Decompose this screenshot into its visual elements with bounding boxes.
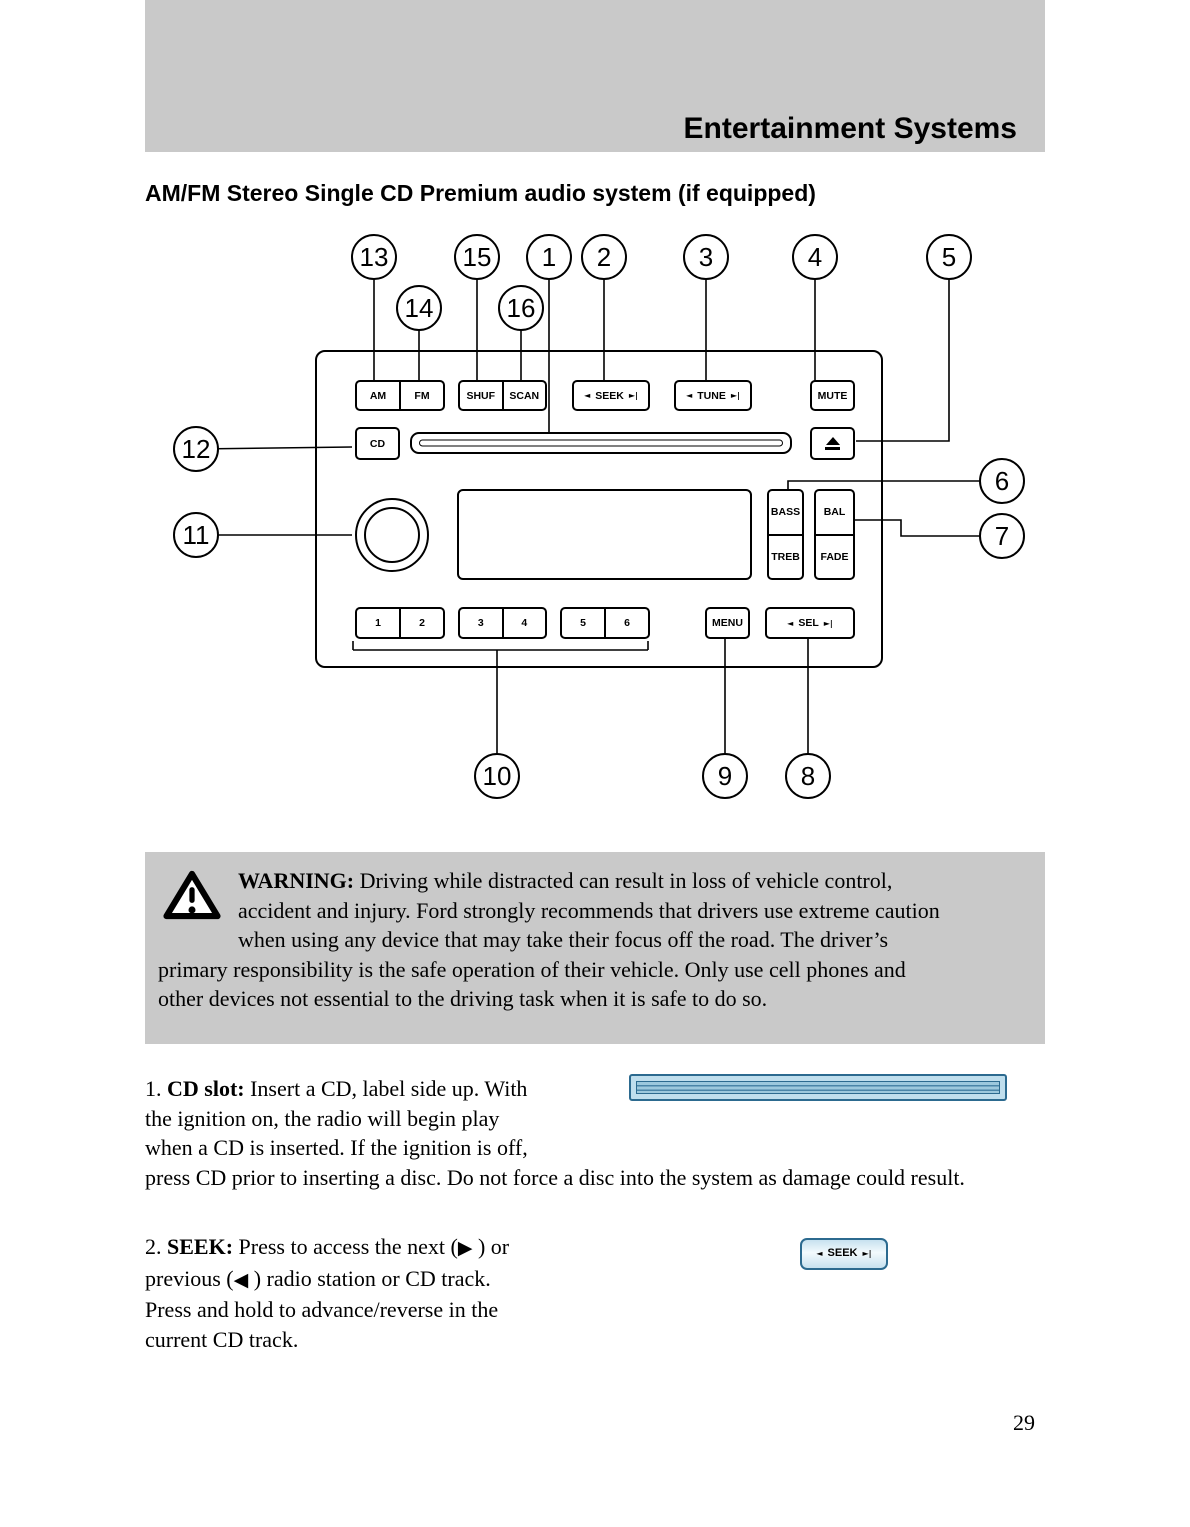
sel-button-label: SEL bbox=[798, 617, 819, 629]
preset-6-button: 6 bbox=[604, 609, 648, 637]
seek-rocker-button bbox=[572, 380, 650, 411]
item-1-text: Insert a CD, label side up. With the ignition on, the radio will begin play when a CD is inserted. If the ignition is off, press CD prior to inserting a disc. Do not force a disc into the system as damage could result. bbox=[145, 1076, 965, 1190]
preset-5-button: 5 bbox=[580, 617, 586, 629]
callout-6: 6 bbox=[979, 458, 1025, 504]
callout-1: 1 bbox=[526, 234, 572, 280]
callout-5: 5 bbox=[926, 234, 972, 280]
menu-button: MENU bbox=[705, 607, 750, 639]
item-2-text-middle: ) or previous ( bbox=[145, 1234, 510, 1291]
mute-button: MUTE bbox=[810, 380, 855, 411]
sel-right-arrow-icon: ►| bbox=[823, 618, 833, 628]
preset-4-button: 4 bbox=[502, 609, 546, 637]
seek-right-arrow-icon: ►| bbox=[628, 391, 638, 400]
bass-treb-button-group bbox=[767, 489, 804, 580]
callout-9: 9 bbox=[702, 753, 748, 799]
eject-button bbox=[810, 427, 855, 460]
callout-7: 7 bbox=[979, 513, 1025, 559]
item-1-label: CD slot: bbox=[167, 1076, 245, 1101]
amfm-button-group bbox=[355, 380, 445, 411]
callout-15: 15 bbox=[454, 234, 500, 280]
treb-button: TREB bbox=[769, 534, 802, 579]
warning-label: WARNING: bbox=[238, 868, 355, 893]
item-1-number: 1. bbox=[145, 1076, 162, 1101]
callout-2: 2 bbox=[581, 234, 627, 280]
item-2-text-after: ) radio station or CD track. Press and hold to advance/reverse in the current CD track. bbox=[145, 1265, 499, 1352]
am-button: AM bbox=[369, 389, 387, 402]
volume-knob bbox=[355, 498, 429, 572]
seek-left-arrow-icon: ◄ bbox=[584, 391, 591, 400]
tune-button-label: TUNE bbox=[697, 389, 726, 402]
seek-image-label: SEEK bbox=[827, 1247, 858, 1260]
page-number: 29 bbox=[1013, 1410, 1035, 1435]
item-2-label: SEEK: bbox=[167, 1234, 234, 1259]
tune-rocker-button bbox=[674, 380, 752, 411]
preset-1-2-group bbox=[355, 607, 445, 639]
callout-10: 10 bbox=[474, 753, 520, 799]
seek-button-label: SEEK bbox=[595, 389, 624, 402]
previous-track-icon: ◀ bbox=[233, 1268, 249, 1291]
shuf-button: SHUF bbox=[466, 389, 496, 402]
preset-2-button: 2 bbox=[399, 609, 443, 637]
callout-11: 11 bbox=[173, 512, 219, 558]
section-heading: AM/FM Stereo Single CD Premium audio system (if equipped) bbox=[145, 180, 816, 206]
callout-13: 13 bbox=[351, 234, 397, 280]
eject-icon bbox=[825, 437, 840, 450]
tune-right-arrow-icon: ►| bbox=[730, 391, 740, 400]
sel-left-arrow-icon: ◄ bbox=[787, 618, 794, 628]
callout-14: 14 bbox=[396, 285, 442, 331]
cd-button: CD bbox=[355, 427, 400, 460]
item-2-text-before: Press to access the next ( bbox=[238, 1234, 458, 1259]
volume-knob-inner-ring bbox=[364, 507, 420, 563]
next-track-icon: ▶ bbox=[457, 1237, 473, 1259]
cd-slot bbox=[410, 432, 792, 454]
fm-button: FM bbox=[399, 382, 443, 409]
callout-8: 8 bbox=[785, 753, 831, 799]
bass-button: BASS bbox=[770, 506, 801, 519]
item-2-number: 2. bbox=[145, 1234, 162, 1259]
sel-rocker-button bbox=[765, 607, 855, 639]
radio-display bbox=[457, 489, 752, 580]
fade-button: FADE bbox=[816, 534, 853, 579]
page-title: Entertainment Systems bbox=[683, 112, 1017, 145]
radio-faceplate bbox=[315, 350, 883, 668]
cd-slot-opening bbox=[419, 440, 783, 447]
callout-12: 12 bbox=[173, 426, 219, 472]
seek-image-left-arrow-icon: ◄ bbox=[816, 1249, 823, 1259]
warning-text: Driving while distracted can result in loss of vehicle control, accident and injury. Ford strongly recommends that drivers use extreme caution when using any device that may take their focus off the road. The driver’s primary responsibility is the safe operation of their vehicle. Only use cell phones and other devices not essential to the driving task when it is safe to do so. bbox=[158, 868, 940, 1011]
shuf-scan-button-group bbox=[458, 380, 547, 411]
tune-left-arrow-icon: ◄ bbox=[686, 391, 693, 400]
bal-fade-button-group bbox=[814, 489, 855, 580]
scan-button: SCAN bbox=[502, 382, 546, 409]
preset-5-6-group bbox=[560, 607, 650, 639]
callout-4: 4 bbox=[792, 234, 838, 280]
callout-3: 3 bbox=[683, 234, 729, 280]
preset-1-button: 1 bbox=[375, 617, 381, 629]
bal-button: BAL bbox=[823, 506, 846, 519]
preset-3-button: 3 bbox=[477, 617, 484, 629]
preset-3-4-group bbox=[458, 607, 547, 639]
callout-16: 16 bbox=[498, 285, 544, 331]
seek-image-right-arrow-icon: ►| bbox=[862, 1249, 872, 1259]
